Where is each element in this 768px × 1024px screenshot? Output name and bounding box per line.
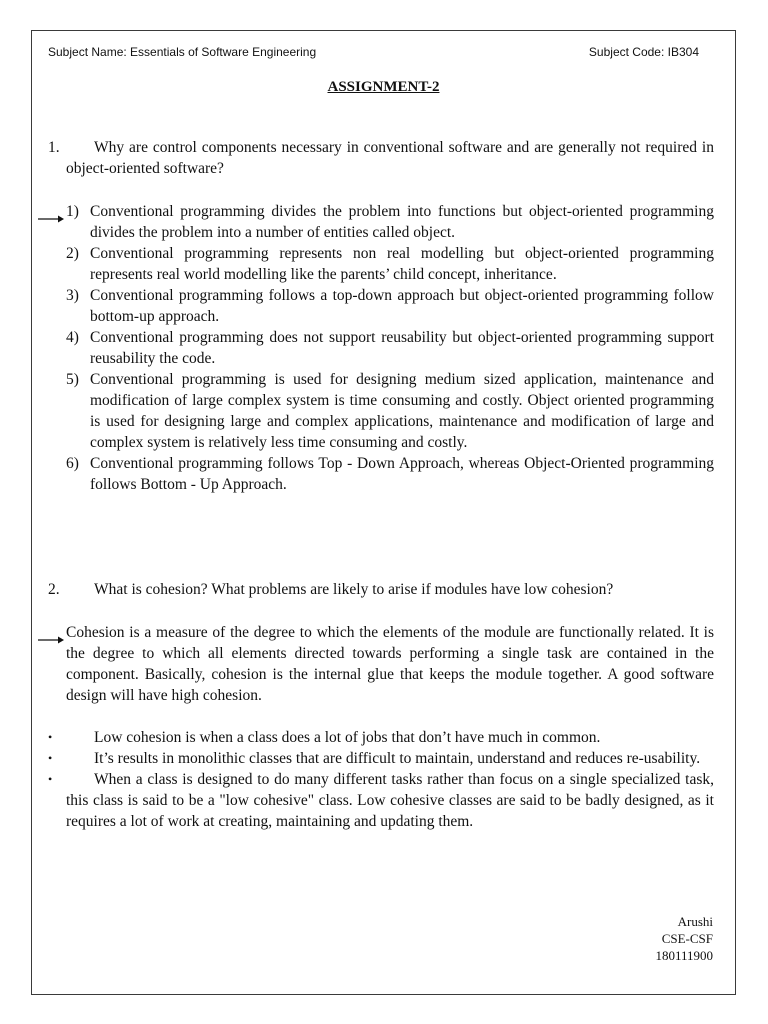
list-item: • Low cohesion is when a class does a lot of jobs that don’t have much in common. [48,729,601,746]
cohesion-paragraph: Cohesion is a measure of the degree to which the elements of the module are functionally related. It is the degree to which all elements directed towards performing a single task are contained in the component. Basically, cohesion is the internal glue that keeps the module together. A good software design will have high cohesion. [66,624,714,704]
arrow-right-icon [38,214,64,224]
student-name: Arushi [677,914,713,929]
assignment-title: ASSIGNMENT-2 [327,79,440,95]
document-header [48,45,699,59]
arrow-right-icon [38,635,64,645]
question-number: 1. [48,139,60,156]
bullet-icon: • [48,751,53,765]
question-text: Why are control components necessary in conventional software and are generally not required in object-oriented software? [66,139,714,177]
answer-list-1 [66,201,714,495]
bullet-icon: • [48,730,53,744]
list-item: 2) Conventional programming represents non real modelling but object-oriented programming represents real world modelling like the parents’ child concept, inheritance. [66,245,714,283]
question-number: 2. [48,581,60,598]
list-item: • When a class is designed to do many different tasks rather than focus on a single specialized task, this class is said to be a "low cohesive" class. Low cohesive classes are said to be badly designed, as it requires a lot of work at creating, maintaining and updating them. [48,771,714,830]
subject-code: Subject Code: IB304 [588,45,699,59]
document-page [31,30,736,995]
student-program: CSE-CSF [661,931,713,946]
student-roll-number: 180111900 [655,948,713,963]
signature-block [655,913,713,964]
list-item: 1) Conventional programming divides the problem into functions but object-oriented programming divides the problem into a number of entities called object. [66,203,714,241]
list-item: • It’s results in monolithic classes that are difficult to maintain, understand and reduces re-usability. [48,750,701,767]
list-item: 4) Conventional programming does not support reusability but object-oriented programming support reusability the code. [66,329,714,367]
bullet-icon: • [48,772,53,786]
bullet-list [48,727,714,832]
subject-name: Subject Name: Essentials of Software Engineering [48,45,317,59]
list-item: 6) Conventional programming follows Top - Down Approach, whereas Object-Oriented programming follows Bottom - Up Approach. [66,455,714,493]
question-1 [48,137,714,179]
question-text: What is cohesion? What problems are likely to arise if modules have low cohesion? [94,581,614,598]
list-item: 3) Conventional programming follows a top-down approach but object-oriented programming follow bottom-up approach. [66,287,714,325]
question-2 [48,579,714,600]
list-item: 5) Conventional programming is used for designing medium sized application, maintenance and modification of large complex system is time consuming and costly. Object oriented programming is used for designing large and complex applications, maintenance and modification of large and complex system is relatively less time consuming and costly. [66,371,714,451]
